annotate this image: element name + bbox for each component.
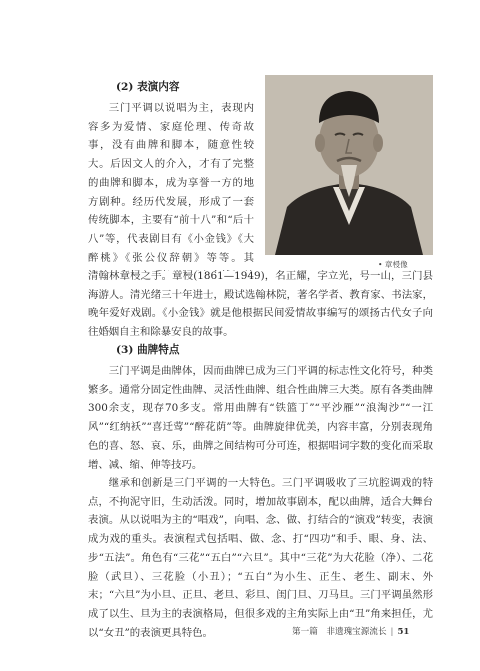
page-footer (292, 626, 409, 638)
section-heading-performance-content: (2) 表演内容 (116, 81, 180, 93)
page-number: 51 (397, 627, 410, 637)
portrait-photo-zhang-qin (265, 75, 433, 255)
footer-separator: | (390, 627, 394, 637)
footer-chapter-title: 第一篇 非遗瑰宝源流长 (292, 627, 387, 637)
portrait-caption: • 章梫像 (378, 260, 408, 269)
body-paragraph-innovation: 继承和创新是三门平调的一大特色。三门平调吸收了三坑腔调戏的特点，不拘泥守旧，生动活泼。同时，增加故事剧本，配以曲牌，适合大舞台表演。从以说唱为主的“唱戏”，向唱、念、做、打结合的“演戏”转变，表演成为戏的重头。表演程式包括唱、做、念、打“四功”和手、眼、身、法、步“五法”。角色有“三花”“五白”“六旦”。其中“三花”为大花脸（净）、二花脸（武旦）、三花脸（小丑）；“五白”为小生、正生、老生、副末、外末；“六旦”为小旦、正旦、老旦、彩旦、闺门旦、刀马旦。三门平调虽然形成了以生、旦为主的表演格局，但很多戏的主角实际上由“丑”角来担任，尤以“女丑”的表演更具特色。 (88, 477, 433, 639)
body-paragraph-performance-content: 三门平调以说唱为主，表现内容多为爱情、家庭伦理、传奇故事，没有曲牌和脚本，随意性较大。后因文人的介入，才有了完整的曲牌和脚本，成为享誉一方的地方剧种。经历代发展，形成了一套传统脚本，主要有“前十八”和“后十八”等，代表剧目有《小金钱》《大醉桃》《张公仪辞朝》等等。其 (88, 102, 254, 264)
body-paragraph-tune-features: 三门平调是曲牌体，因而曲牌已成为三门平调的标志性文化符号，种类繁多。通常分固定性曲牌、灵活性曲牌、组合性曲牌三大类。原有各类曲牌300余支，现存70多支。常用曲牌有“铁篮丁”“平沙雁”“浪淘沙”“一江风”“红纳袄”“喜迁莺”“醉花荫”等。曲牌旋律优美，内容丰富，分别表现角色的喜、怒、哀、乐，曲牌之间结构可分可连，根据唱词字数的变化而采取增、减、缩、伸等技巧。 (88, 365, 433, 471)
section-heading-tune-features: (3) 曲牌特点 (116, 344, 180, 356)
portrait-illustration (265, 75, 433, 255)
body-paragraph-performance-content-continued: 清翰林章梫之手。章梫(1861—1949)，名正耀，字立光，号一山，三门县海游人。清光绪三十年进士，殿试选翰林院，著名学者、教育家、书法家，晚年爱好戏剧。《小金钱》就是他根据民间爱情故事编写的颂扬古代女子向往婚姻自主和除暴安良的故事。 (88, 270, 433, 339)
